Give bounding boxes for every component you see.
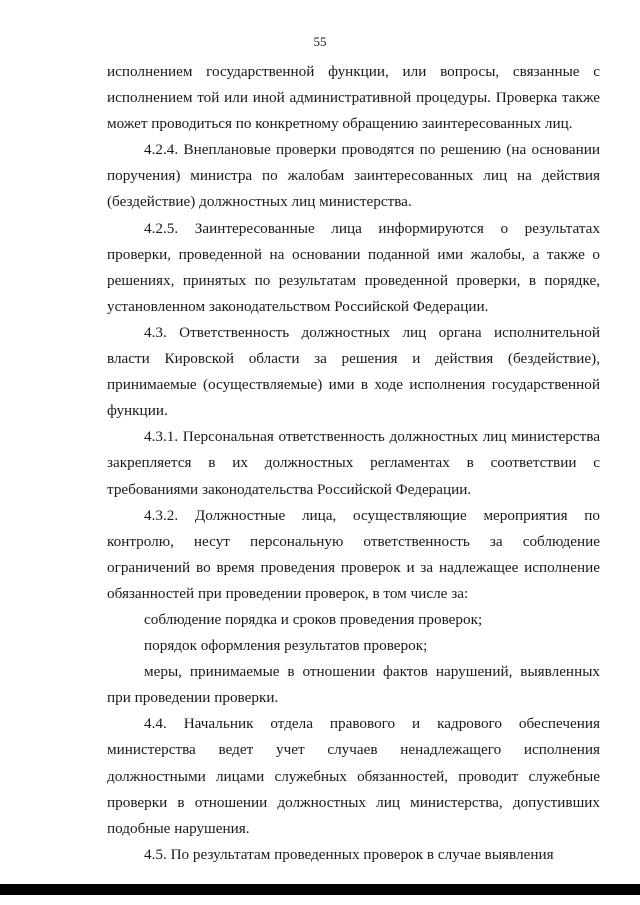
document-body [107, 59, 600, 868]
paragraph-4-3-1: 4.3.1. Персональная ответственность должностных лиц министерства закрепляется в их должностных регламентах в соответствии с требованиями законодательства Российской Федерации. [107, 428, 600, 498]
list-item-deadlines: соблюдение порядка и сроков проведения проверок; [144, 610, 483, 628]
paragraph-4-3: 4.3. Ответственность должностных лиц органа исполнительной власти Кировской области за решения и действия (бездействие), принимаемые (осуществляемые) ими в ходе исполнения государственной функции. [107, 323, 600, 420]
list-item-measures: меры, принимаемые в отношении фактов нарушений, выявленных при проведении проверки. [107, 663, 600, 707]
paragraph-4-2-4: 4.2.4. Внеплановые проверки проводятся по решению (на основании поручения) министра по жалобам заинтересованных лиц на действия (бездействие) должностных лиц министерства. [107, 141, 600, 211]
page-number: 55 [313, 34, 327, 49]
paragraph-4-4: 4.4. Начальник отдела правового и кадрового обеспечения министерства ведет учет случаев ненадлежащего исполнения должностными лицами служебных обязанностей, проводит служебные проверки в отношении должностных лиц министерства, допустивших подобные нарушения. [107, 715, 600, 837]
list-item-results: порядок оформления результатов проверок; [144, 637, 428, 655]
paragraph-continuation: исполнением государственной функции, или вопросы, связанные с исполнением той или иной административной процедуры. Проверка также может проводиться по конкретному обращению заинтересованных лиц. [107, 63, 600, 133]
paragraph-4-3-2: 4.3.2. Должностные лица, осуществляющие мероприятия по контролю, несут персональную ответственность за соблюдение ограничений во время проведения проверок и за надлежащее исполнение обязанностей при проведении проверок, в том числе за: [107, 506, 600, 602]
scan-border-bar [0, 884, 640, 895]
paragraph-4-2-5: 4.2.5. Заинтересованные лица информируются о результатах проверки, проведенной на основании поданной ими жалобы, а также о решениях, принятых по результатам проведенной проверки, в порядке, установленном законодательством Российской Федерации. [107, 219, 600, 315]
paragraph-4-5: 4.5. По результатам проведенных проверок в случае выявления [144, 845, 554, 863]
